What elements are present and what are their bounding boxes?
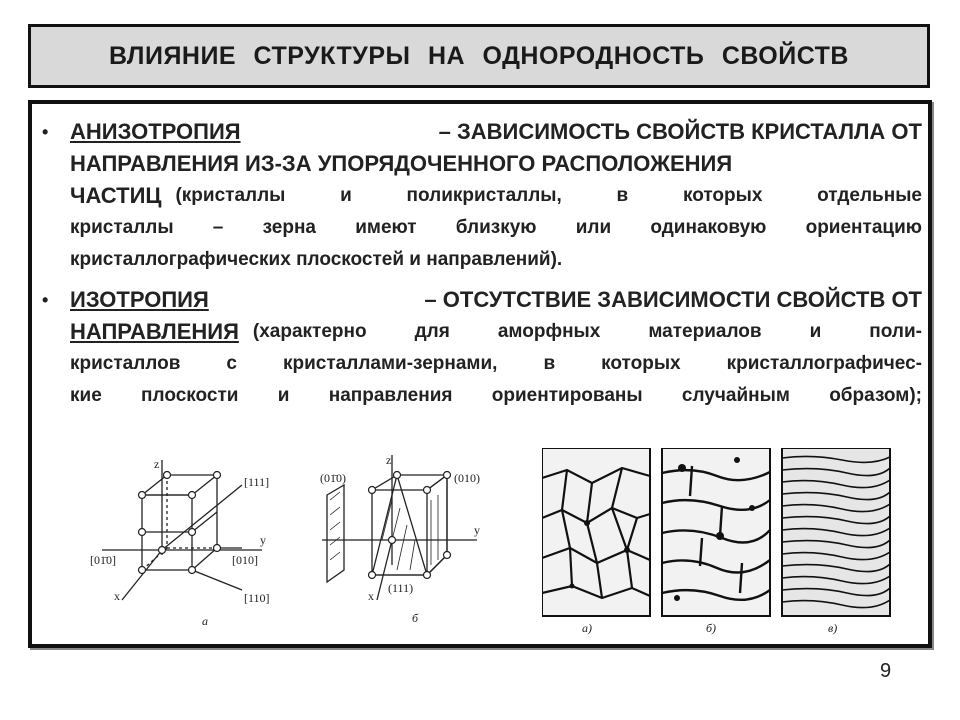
definition-part: – ОТСУТСТВИЕ ЗАВИСИМОСТИ СВОЙСТВ ОТ (424, 287, 922, 312)
slide-title-box (28, 24, 930, 88)
text-line (70, 284, 922, 316)
term-isotropy: ИЗОТРОПИЯ (70, 287, 209, 312)
direction-label: [110] (244, 591, 270, 605)
content-box (28, 100, 932, 648)
text-line (70, 180, 922, 212)
axis-label: z (386, 453, 392, 467)
definition-part: – ЗАВИСИМОСТЬ СВОЙСТВ КРИСТАЛЛА ОТ (438, 119, 922, 144)
definition-part: ЧАСТИЦ (70, 183, 162, 208)
axis-label: y (260, 533, 266, 547)
term-anisotropy: АНИЗОТРОПИЯ (70, 119, 241, 144)
axis-label: x (114, 589, 120, 603)
crystal-lattice-diagram (82, 440, 502, 640)
figure-caption: б (412, 611, 419, 625)
direction-label: [010] (232, 553, 258, 567)
plane-label: (01̄0) (320, 471, 346, 485)
micrograph-equiaxed (542, 448, 650, 616)
bullet-isotropy (42, 284, 922, 412)
explanation-part: (кристаллы и поликристаллы, в которых отдельные (175, 185, 922, 206)
explanation-part: кие плоскости и направления ориентированы случайным образом); (70, 385, 922, 406)
figure-caption: а (202, 614, 208, 628)
direction-label: [01̄0] (90, 553, 116, 567)
text-line (70, 316, 922, 348)
text-line (70, 380, 922, 412)
plane-label: (010) (454, 471, 480, 485)
text-line (70, 212, 922, 244)
slide-title: ВЛИЯНИЕ СТРУКТУРЫ НА ОДНОРОДНОСТЬ СВОЙСТВ (109, 41, 849, 70)
bullet-dot-icon: • (42, 290, 49, 310)
page-number: 9 (880, 660, 892, 682)
definition-part: НАПРАВЛЕНИЯ (70, 319, 239, 344)
micrograph-caption: а) (582, 621, 592, 635)
axis-label: y (474, 523, 480, 537)
micrograph-caption: в) (828, 621, 838, 635)
bullet-anisotropy (42, 116, 922, 276)
micrograph-caption: б) (706, 621, 717, 635)
direction-label: [111] (244, 475, 270, 489)
explanation-part: (характерно для аморфных материалов и поли- (252, 321, 922, 342)
microstructure-images (542, 448, 894, 638)
text-line (70, 348, 922, 380)
explanation-part: кристаллографических плоскостей и направлений). (70, 249, 563, 270)
axis-label: z (154, 457, 160, 471)
axis-label: x (368, 589, 374, 603)
definition-part: НАПРАВЛЕНИЯ ИЗ-ЗА УПОРЯДОЧЕННОГО РАСПОЛОЖЕНИЯ (70, 151, 733, 176)
explanation-part: кристаллов с кристаллами-зернами, в которых кристаллографичес- (70, 353, 922, 374)
text-line (70, 148, 922, 180)
text-line (70, 244, 922, 276)
micrograph-elongated (662, 448, 770, 616)
explanation-part: кристаллы – зерна имеют близкую или одинаковую ориентацию (70, 217, 922, 238)
bullet-dot-icon: • (42, 122, 49, 142)
text-line (70, 116, 922, 148)
micrograph-fibrous (782, 448, 890, 616)
plane-label: (111) (388, 581, 414, 595)
